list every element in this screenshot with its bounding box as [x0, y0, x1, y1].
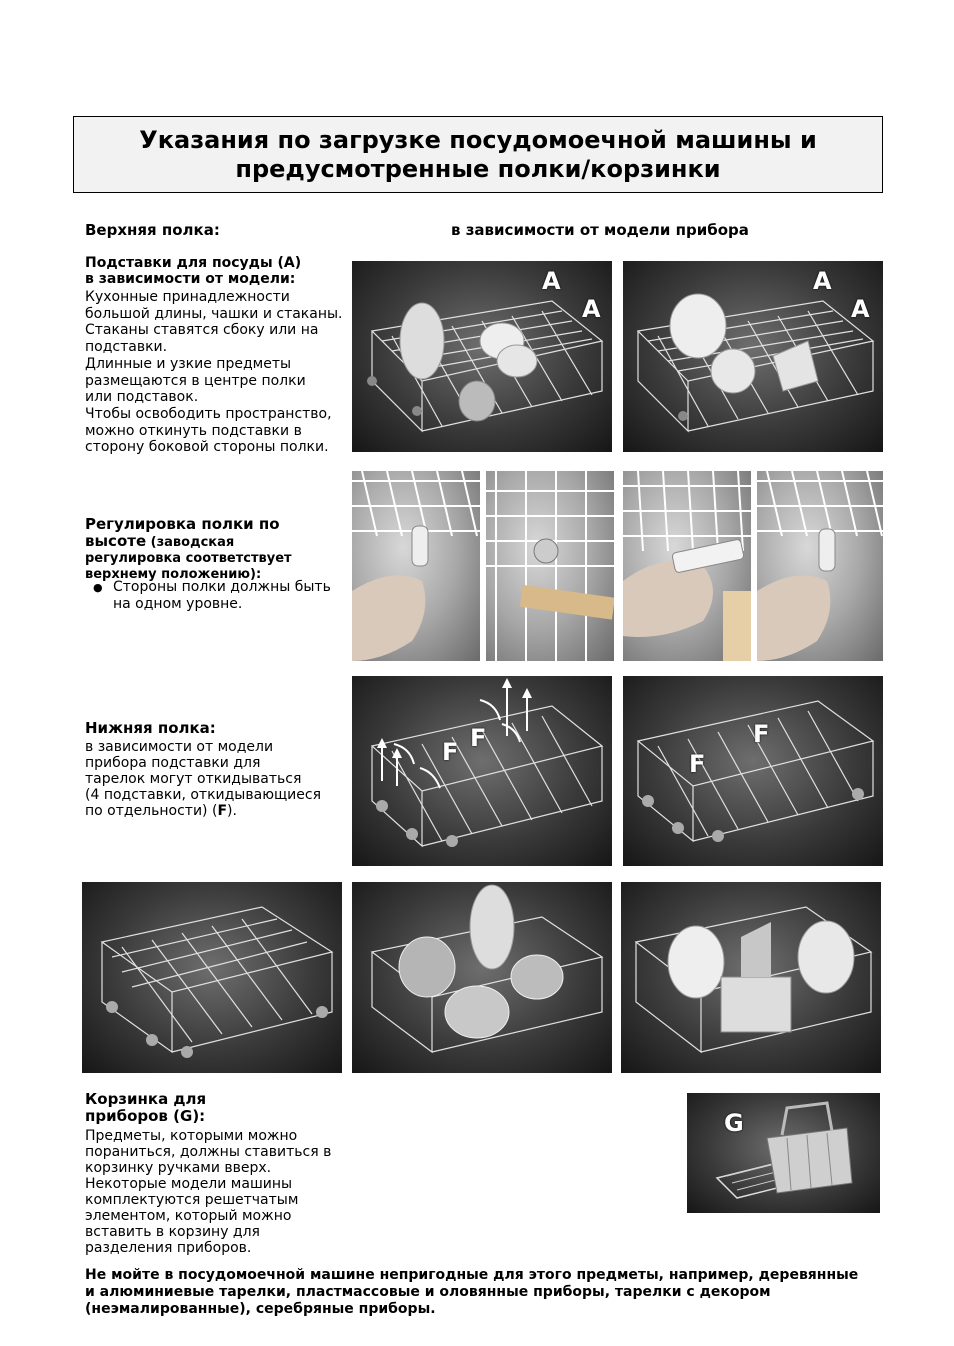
- lower-rack-photo-1: [352, 676, 612, 866]
- upper-rack-wire-drawing-1: [352, 261, 612, 452]
- height-adjust-photo-4: [757, 471, 883, 661]
- model-note: в зависимости от модели прибора: [451, 221, 749, 239]
- lower-rack-text-bold: F: [217, 803, 228, 819]
- lower-rack-plates-photo: [621, 882, 881, 1073]
- height-adjust-heading-sub: (заводская регулировка соответствует верхнему положению):: [85, 535, 292, 582]
- title-box: [73, 116, 883, 193]
- lower-rack-pots-photo: [352, 882, 612, 1073]
- height-adjust-photo-3: [623, 471, 751, 661]
- label-f-2: F: [470, 724, 487, 752]
- lower-rack-photo-2: [623, 676, 883, 866]
- lower-rack-empty-drawing: [82, 882, 342, 1073]
- lower-rack-plates-drawing: [621, 882, 881, 1073]
- upper-rack-wire-drawing-2: [623, 261, 883, 452]
- cutlery-text: Предметы, которыми можно порaниться, должны ставиться в корзинку ручками вверх. Некоторые модели машины комплектуются решетчатым элементом, который можно вставить в корзину для разделения приборов.: [85, 1128, 332, 1256]
- label-a-4: A: [851, 295, 870, 323]
- label-f-4: F: [753, 720, 770, 748]
- label-a-1: A: [542, 267, 561, 295]
- label-f-3: F: [689, 750, 706, 778]
- page-title: Указания по загрузке посудомоечной машины и предусмотренные полки/корзинки: [139, 125, 817, 183]
- label-a-3: A: [813, 267, 832, 295]
- height-adjust-bullet: ● Стороны полки должны быть на одном уровне.: [113, 579, 355, 613]
- supports-text: Кухонные принадлежности большой длины, чашки и стаканы. Стаканы ставятся сбоку или на подставки. Длинные и узкие предметы размещаются в центре полки или подставок. Чтобы освободить пространство, можно откинуть подставки в сторону боковой стороны полки.: [85, 289, 343, 456]
- wire-rack-closeup-2: [486, 471, 614, 661]
- label-a-2: A: [582, 295, 601, 323]
- lower-rack-pots-drawing: [352, 882, 612, 1073]
- height-adjust-heading-main: Регулировка полки по высоте: [85, 515, 280, 550]
- height-adjust-photo-1: [352, 471, 480, 661]
- lower-rack-heading: Нижняя полка:: [85, 719, 216, 737]
- wire-rack-closeup-1: [352, 471, 480, 661]
- label-f-1: F: [442, 738, 459, 766]
- lower-rack-empty-photo: [82, 882, 342, 1073]
- upper-rack-photo-1: [352, 261, 612, 452]
- lower-rack-text: [85, 739, 345, 819]
- supports-heading: Подставки для посуды (A) в зависимости от модели:: [85, 255, 302, 287]
- height-adjust-list: [85, 579, 355, 613]
- lower-rack-text-1: в зависимости от модели прибора подставки для тарелок могут откидываться (4 подставки, откидывающиеся по отдельности) (: [85, 739, 321, 819]
- lower-rack-text-2: ).: [227, 803, 237, 819]
- cutlery-basket-photo: [687, 1093, 880, 1213]
- label-g: G: [724, 1109, 744, 1137]
- upper-rack-photo-2: [623, 261, 883, 452]
- upper-rack-heading: Верхняя полка:: [85, 221, 220, 239]
- lower-rack-wire-drawing-2: [623, 676, 883, 866]
- wire-rack-closeup-4: [757, 471, 883, 661]
- warning-text: Не мойте в посудомоечной машине непригодные для этого предметы, например, деревянные и алюминиевые тарелки, пластмассовые и оловянные приборы, тарелки с декором (неэмалированные), серебряные приборы.: [85, 1267, 859, 1317]
- wire-rack-closeup-3: [623, 471, 751, 661]
- cutlery-heading: Корзинка для приборов (G):: [85, 1090, 207, 1125]
- height-adjust-photo-2: [486, 471, 614, 661]
- cutlery-basket-drawing: [687, 1093, 880, 1213]
- lower-rack-wire-drawing-1: [352, 676, 612, 866]
- height-adjust-heading: [85, 516, 355, 582]
